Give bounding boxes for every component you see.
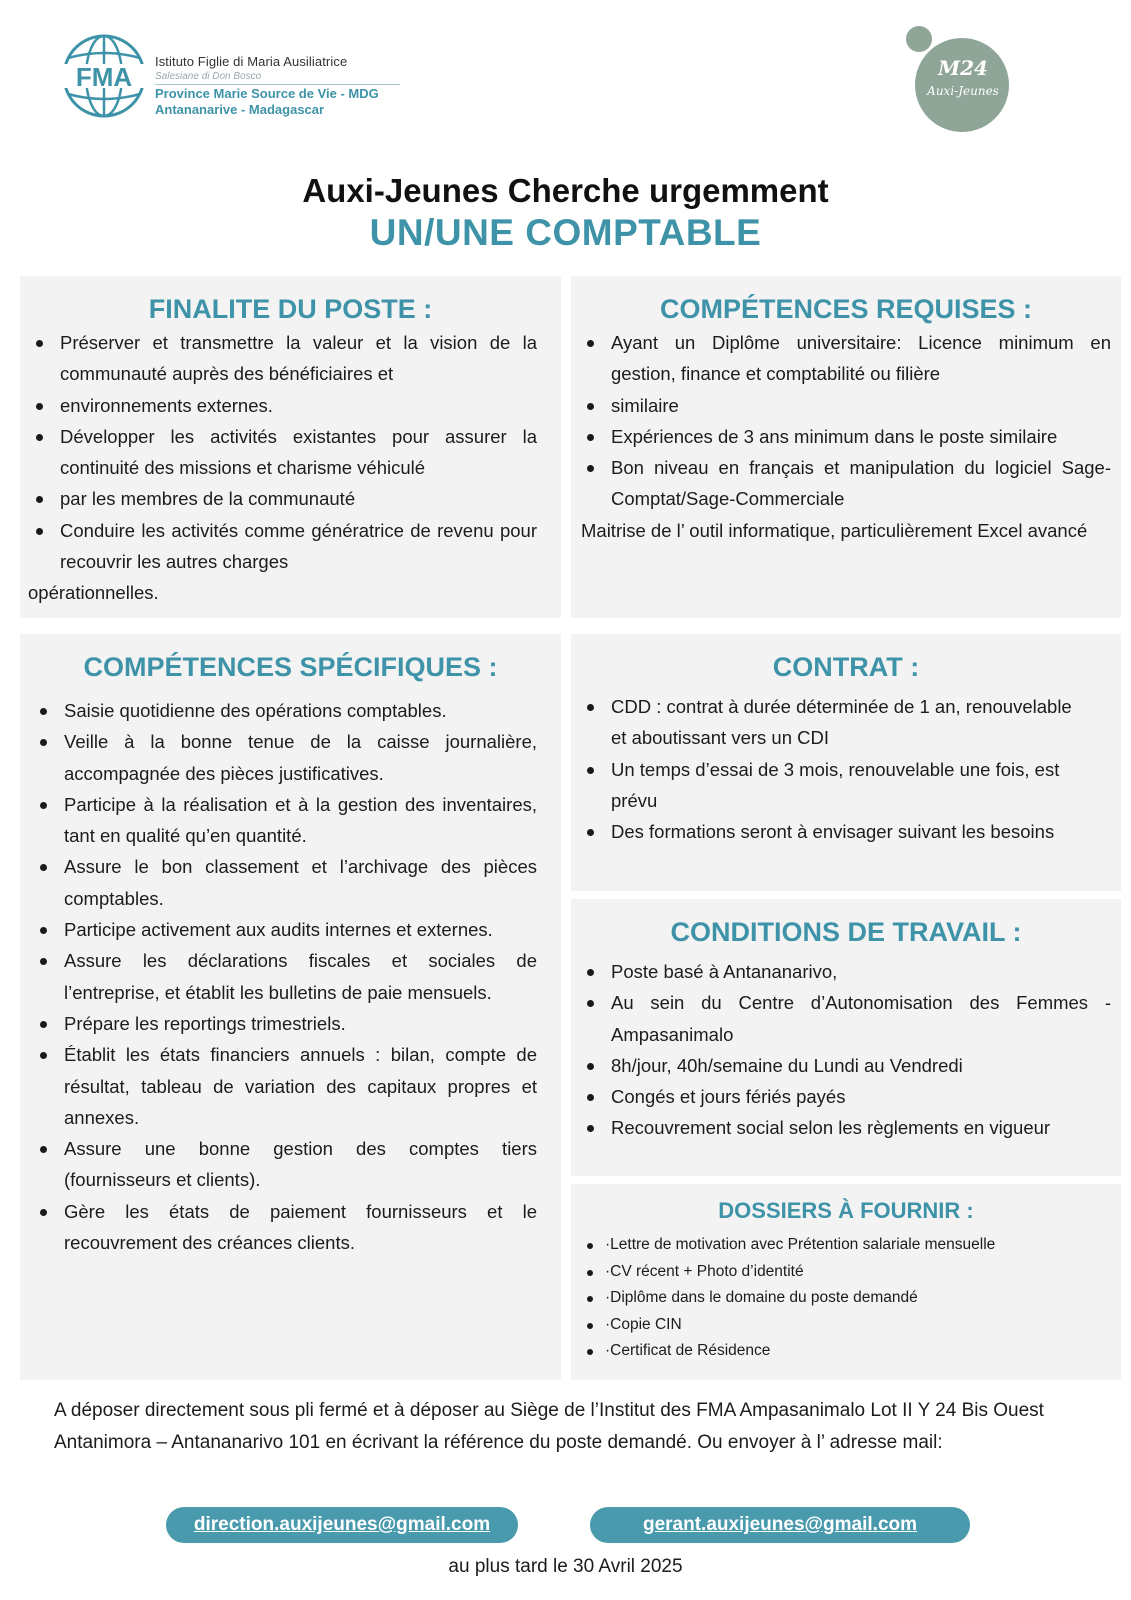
list-item: ·Diplôme dans le domaine du poste demandé (571, 1285, 1121, 1312)
auxi-jeunes-logo (905, 25, 1010, 133)
list-item: Congés et jours fériés payés (571, 1081, 1111, 1112)
list-item: Participe à la réalisation et à la gestion des inventaires, tant en qualité qu’en quantité. (20, 789, 537, 852)
list-item: par les membres de la communauté (20, 483, 537, 514)
list-item: CDD : contrat à durée déterminée de 1 an, renouvelable et aboutissant vers un CDI (571, 691, 1091, 754)
competences-specifiques-heading: COMPÉTENCES SPÉCIFIQUES : (83, 652, 498, 682)
list-item: ·CV récent + Photo d’identité (571, 1259, 1121, 1286)
page-title: Auxi-Jeunes Cherche urgemment (302, 172, 829, 209)
province: Province Marie Source de Vie - MDG (155, 86, 379, 101)
list-item: ·Copie CIN (571, 1312, 1121, 1339)
location: Antananarive - Madagascar (155, 102, 325, 117)
org-identity (155, 54, 405, 117)
list-item: Préserver et transmettre la valeur et la vision de la communauté auprès des bénéficiaires et (20, 327, 537, 390)
list-item: Assure une bonne gestion des comptes tiers (fournisseurs et clients). (20, 1133, 537, 1196)
contrat-panel (571, 634, 1121, 891)
finalite-heading: FINALITE DU POSTE : (148, 294, 433, 324)
list-item: Prépare les reportings trimestriels. (20, 1008, 537, 1039)
list-item: Gère les états de paiement fournisseurs et le recouvrement des créances clients. (20, 1196, 537, 1259)
competences-specifiques-list (20, 695, 561, 1258)
contrat-heading: CONTRAT : (772, 652, 920, 682)
list-item: Veille à la bonne tenue de la caisse journalière, accompagnée des pièces justificatives. (20, 726, 537, 789)
globe-icon (62, 34, 146, 118)
competences-requises-panel (571, 276, 1121, 618)
list-item: ·Lettre de motivation avec Prétention salariale mensuelle (571, 1232, 1121, 1259)
list-item: Bon niveau en français et manipulation du logiciel Sage-Comptat/Sage-Commerciale (571, 452, 1111, 515)
org-name: Istituto Figlie di Maria Ausiliatrice (155, 54, 348, 69)
competences-requises-tail: Maitrise de l’ outil informatique, particulièrement Excel avancé (581, 519, 1088, 541)
dossiers-panel (571, 1184, 1121, 1380)
list-item: environnements externes. (20, 390, 537, 421)
deadline: au plus tard le 30 Avril 2025 (448, 1556, 683, 1577)
list-item: Poste basé à Antananarivo, (571, 956, 1111, 987)
fma-logo (62, 34, 146, 118)
competences-requises-heading: COMPÉTENCES REQUISES : (659, 294, 1033, 324)
list-item: 8h/jour, 40h/semaine du Lundi au Vendredi (571, 1050, 1111, 1081)
list-item: Établit les états financiers annuels : bilan, compte de résultat, tableau de variation des capitaux propres et annexes. (20, 1039, 537, 1133)
org-subtitle: Salesiane di Don Bosco (155, 71, 400, 85)
job-title: UN/UNE COMPTABLE (369, 212, 762, 253)
list-item: Un temps d’essai de 3 mois, renouvelable une fois, est prévu (571, 754, 1091, 817)
list-item: Des formations seront à envisager suivant les besoins (571, 816, 1091, 847)
list-item: Au sein du Centre d’Autonomisation des Femmes - Ampasanimalo (571, 987, 1111, 1050)
list-item: ·Certificat de Résidence (571, 1338, 1121, 1365)
conditions-panel (571, 899, 1121, 1176)
list-item: Ayant un Diplôme universitaire: Licence minimum en gestion, finance et comptabilité ou filière (571, 327, 1111, 390)
list-item: similaire (571, 390, 1111, 421)
conditions-list (571, 956, 1121, 1144)
finalite-list (20, 327, 561, 577)
submission-instructions: A déposer directement sous pli fermé et à déposer au Siège de l’Institut des FMA Ampasanimalo Lot II Y 24 Bis Ouest Antanimora – Antananarivo 101 en écrivant la référence du poste demandé. Ou envoyer à l’ adresse mail: (54, 1400, 1044, 1453)
conditions-heading: CONDITIONS DE TRAVAIL : (670, 917, 1022, 947)
list-item: Participe activement aux audits internes et externes. (20, 914, 537, 945)
svg-text:M24: M24 (938, 56, 988, 80)
email-link-direction[interactable]: direction.auxijeunes@gmail.com (166, 1507, 518, 1543)
list-item: Recouvrement social selon les règlements en vigueur (571, 1112, 1111, 1143)
contrat-list (571, 691, 1121, 847)
finalite-panel (20, 276, 561, 618)
competences-requises-list (571, 327, 1121, 515)
finalite-tail: opérationnelles. (28, 582, 159, 604)
dossiers-list (571, 1232, 1121, 1365)
list-item: Conduire les activités comme génératrice de revenu pour recouvrir les autres charges (20, 515, 537, 578)
dossiers-heading: DOSSIERS À FOURNIR : (718, 1198, 974, 1223)
email-link-gerant[interactable]: gerant.auxijeunes@gmail.com (590, 1507, 970, 1543)
list-item: Développer les activités existantes pour assurer la continuité des missions et charisme véhiculé (20, 421, 537, 484)
list-item: Saisie quotidienne des opérations comptables. (20, 695, 537, 726)
competences-specifiques-panel (20, 634, 561, 1380)
list-item: Assure le bon classement et l’archivage des pièces comptables. (20, 851, 537, 914)
svg-text:Auxi-Jeunes: Auxi-Jeunes (927, 84, 999, 98)
svg-text:FMA: FMA (75, 62, 133, 92)
list-item: Assure les déclarations fiscales et sociales de l’entreprise, et établit les bulletins de paie mensuels. (20, 945, 537, 1008)
list-item: Expériences de 3 ans minimum dans le poste similaire (571, 421, 1111, 452)
